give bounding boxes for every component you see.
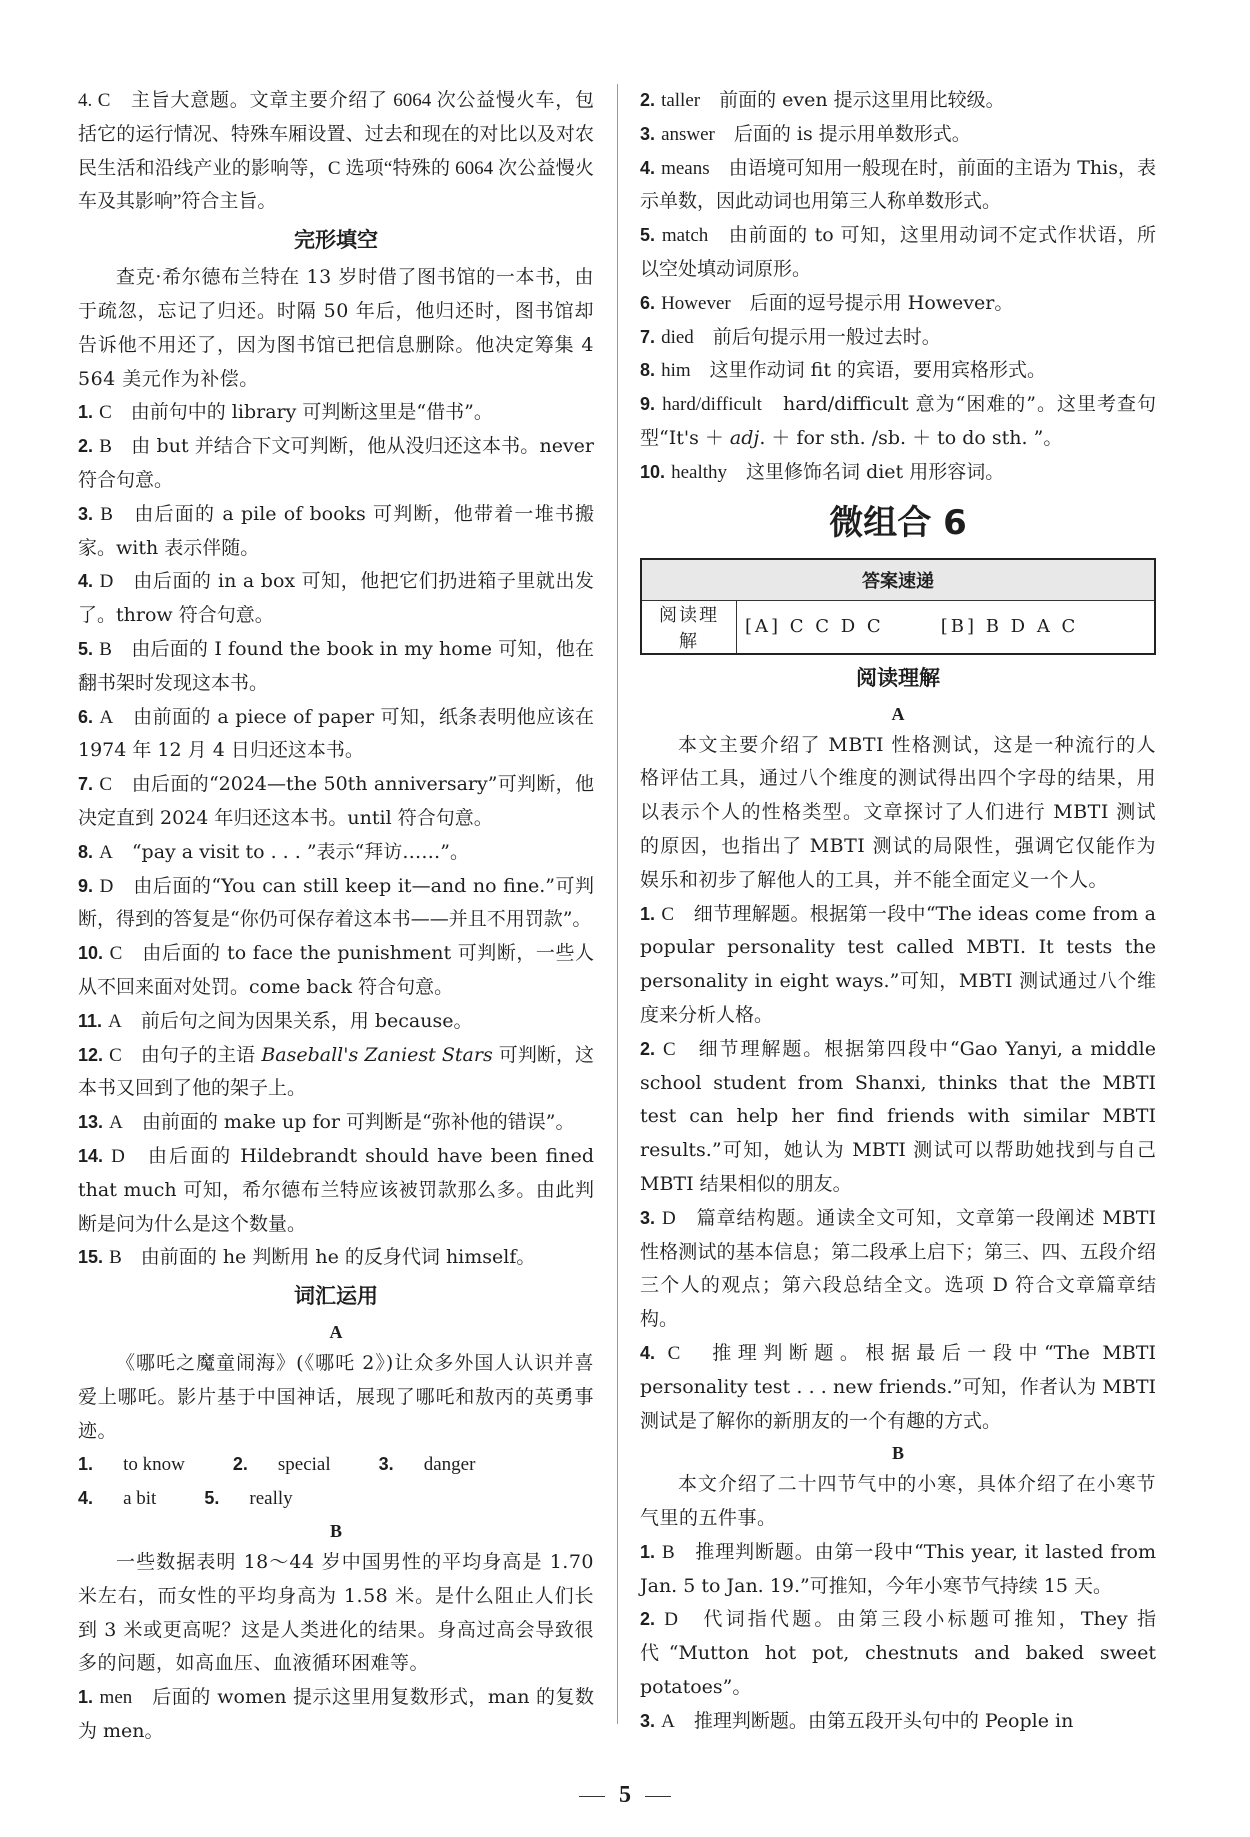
item-number: 5. [78, 638, 94, 659]
item-answer: B [99, 638, 112, 660]
item-answer: match [661, 225, 709, 247]
item-number: 3. [640, 1710, 656, 1731]
item-answer: healthy [671, 461, 728, 483]
item-answer: taller [661, 90, 701, 111]
item-explanation: 前后句之间为因果关系，用 because。 [140, 1009, 473, 1032]
answer-item [78, 1039, 594, 1107]
item-number: 1. [78, 402, 94, 423]
item-number: 3. [78, 503, 94, 524]
answer-item [78, 768, 594, 836]
answer-item [640, 456, 1156, 490]
item-answer: However [661, 292, 731, 314]
cloze-section-title: 完形填空 [294, 228, 378, 253]
item-number: 15. [78, 1247, 104, 1268]
item-number: 8. [78, 841, 94, 862]
item-number: 3. [640, 123, 656, 144]
answer-item [78, 937, 594, 1005]
item-explanation-italic: adj [729, 426, 760, 449]
item-answer: B [100, 503, 113, 525]
page-number-dash-right [645, 1796, 671, 1798]
item-number: 5. [204, 1488, 220, 1509]
item-explanation: 由前面的 a piece of paper 可知，纸条表明他应该在 1974 年 12 月 4 日归还这本书。 [78, 705, 594, 762]
vocab-part-a-label: A [329, 1322, 343, 1343]
item-number: 14. [78, 1145, 104, 1166]
answer-box-values [737, 600, 1156, 654]
answer-item [78, 836, 594, 870]
item-answer: men [99, 1687, 133, 1709]
item-number: 13. [78, 1112, 104, 1133]
reading-part-b-label: B [891, 1443, 904, 1464]
item-answer: A [99, 841, 113, 863]
item-answer: A [99, 706, 114, 728]
reading-b-summary: 本文介绍了二十四节气中的小寒，具体介绍了在小寒节气里的五件事。 [640, 1473, 1156, 1530]
combo-title: 微组合 6 [829, 502, 967, 543]
reading-a-answer-list [640, 898, 1156, 1439]
item-explanation: 由后面的“You can still keep it—and no fine.”可判断，得到的答复是“你仍可保存着这本书——并且不用罚款”。 [78, 874, 594, 931]
item-answer: D [99, 571, 114, 593]
item-explanation: 由前句中的 library 可判断这里是“借书”。 [130, 401, 493, 424]
item-answer: danger [423, 1454, 476, 1476]
item-answer: C [99, 774, 113, 796]
item-answer: D [662, 1207, 676, 1229]
item-number: 12. [78, 1044, 104, 1065]
answer-box-label: 阅读理解 [641, 600, 737, 654]
word-answer [78, 1482, 180, 1516]
item-number: 7. [640, 326, 656, 347]
item-explanation: 由前面的 he 判断用 he 的反身代词 himself。 [140, 1246, 536, 1269]
answer-item [78, 870, 594, 938]
item-number: 1. [640, 903, 656, 924]
item-number: 2. [640, 1609, 656, 1630]
vocab-a-summary: 《哪吒之魔童闹海》(《哪吒 2》)让众多外国人认识并喜爱上哪吒。影片基于中国神话，展现了哪吒和敖丙的英勇事迹。 [78, 1352, 594, 1442]
answer-item [640, 898, 1156, 1033]
item-answer: hard/difficult [662, 394, 762, 416]
item-answer: C [109, 1044, 122, 1066]
item-explanation-tail: . ＋ for sth. /sb. ＋ to do sth. ”。 [759, 426, 1063, 449]
item-answer: C [661, 903, 675, 925]
item-explanation: 后面的 is 提示用单数形式。 [733, 122, 971, 145]
right-column [640, 84, 1156, 1739]
item-answer: A [661, 1710, 675, 1732]
item-answer: D [664, 1609, 678, 1631]
item-explanation: 前后句提示用一般过去时。 [712, 325, 941, 348]
answer-item [640, 388, 1156, 456]
item-explanation: 这里修饰名词 diet 用形容词。 [746, 460, 1005, 483]
answer-item [78, 1140, 594, 1241]
cloze-answer-list [78, 396, 594, 1275]
item-explanation: “pay a visit to . . . ”表示“拜访……”。 [131, 840, 469, 863]
item-number: 1. [78, 1687, 94, 1708]
left-column [78, 84, 594, 1749]
item-number: 6. [78, 706, 94, 727]
item-number: 2. [78, 436, 94, 457]
answer-item [640, 152, 1156, 220]
vocab-b-summary: 一些数据表明 18～44 岁中国男性的平均身高是 1.70 米左右，而女性的平均身高为 1.58 米。是什么阻止人们长到 3 米或更高呢？这是人类进化的结果。身高过高会导致很多的问题，如高血压、血液循环困难等。 [78, 1551, 594, 1675]
item-number: 3. [378, 1454, 394, 1475]
item-explanation: 细节理解题。根据第四段中“Gao Yanyi, a middle school student from Shanxi, thinks that the MBTI test can help her find friends with similar MBTI results.”可知，她认为 MBTI 测试可以帮助她找到与自己 MBTI 结果相似的朋友。 [640, 1037, 1156, 1195]
item-answer: B [99, 436, 112, 458]
answer-item [78, 633, 594, 701]
intro-answer-item: 4. C 主旨大意题。文章主要介绍了 6064 次公益慢火车，包括它的运行情况、特殊车厢设置、过去和现在的对比以及对农民生活和沿线产业的影响等，C 选项“特殊的 6064 次公益慢火车及其影响”符合主旨。 [78, 90, 594, 213]
item-number: 4. [78, 1488, 94, 1509]
item-answer: D [111, 1145, 125, 1167]
reading-part-a-label: A [891, 703, 905, 724]
vocab-b-answer-list [640, 84, 1156, 490]
item-explanation: 后面的 women 提示这里用复数形式，man 的复数为 men。 [78, 1686, 594, 1743]
answer-item [640, 84, 1156, 118]
item-explanation: 推理判断题。根据最后一段中“The MBTI personality test . . . new friends.”可知，作者认为 MBTI 测试是了解你的新朋友的一个有趣的方式。 [640, 1341, 1156, 1432]
item-number: 6. [640, 292, 656, 313]
item-number: 11. [78, 1010, 103, 1031]
item-number: 8. [640, 360, 656, 381]
item-answer: A [108, 1010, 122, 1032]
item-number: 2. [640, 90, 656, 110]
vocab-part-b-label: B [329, 1521, 342, 1542]
item-explanation: 由后面的 a pile of books 可判断，他带着一堆书搬家。with 表示伴随。 [78, 502, 594, 559]
column-divider [617, 84, 618, 1724]
item-number: 10. [640, 461, 666, 482]
answer-item [640, 219, 1156, 287]
answer-item [640, 1033, 1156, 1202]
item-explanation: 由句子的主语 [140, 1043, 262, 1066]
answer-item [640, 1536, 1156, 1604]
item-answer: A [109, 1112, 123, 1134]
item-answer: B [661, 1541, 675, 1563]
item-number: 3. [640, 1207, 656, 1228]
item-explanation: 由后面的 to face the punishment 可判断，一些人从不回来面对处罚。come back 符合句意。 [78, 942, 594, 998]
reading-b-answer-list [640, 1536, 1156, 1739]
item-explanation: 细节理解题。根据第一段中“The ideas come from a popular personality test called MBTI. It tests the personality in eight ways.”可知，MBTI 测试通过八个维度来分析人格。 [640, 902, 1157, 1026]
page-number-dash-left [579, 1796, 605, 1798]
item-answer: to know [123, 1454, 185, 1476]
item-explanation: 由后面的 Hildebrandt should have been fined that much 可知，希尔德布兰特应该被罚款那么多。由此判断是问为什么是这个数量。 [78, 1144, 594, 1235]
item-answer: answer [661, 123, 715, 145]
item-explanation: 这里作动词 fit 的宾语，要用宾格形式。 [709, 359, 1047, 382]
item-answer: special [277, 1454, 331, 1476]
item-explanation: 推理判断题。由第五段开头句中的 People in [693, 1709, 1074, 1732]
item-number: 9. [78, 875, 94, 896]
word-answer [233, 1448, 355, 1482]
answer-item [78, 1005, 594, 1039]
item-explanation: 由前面的 make up for 可判断是“弥补他的错误”。 [141, 1111, 575, 1134]
reading-section-title: 阅读理解 [856, 665, 940, 690]
item-explanation: 由后面的 in a box 可知，他把它们扔进箱子里就出发了。throw 符合句意。 [78, 570, 594, 627]
item-answer: C [667, 1342, 681, 1364]
item-answer: D [99, 875, 114, 897]
answer-item [78, 498, 594, 566]
item-explanation: 由后面的 I found the book in my home 可知，他在翻书架时发现这本书。 [78, 637, 594, 694]
answer-item [640, 1337, 1156, 1438]
item-explanation: 代词指代题。由第三段小标题可推知，They 指代“Mutton hot pot, chestnuts and baked sweet potatoes”。 [640, 1608, 1156, 1699]
item-answer: died [661, 326, 694, 348]
item-explanation: 由 but 并结合下文可判断，他从没归还这本书。never 符合句意。 [78, 435, 594, 491]
answer-item [78, 701, 594, 769]
vocab-a-answers [78, 1448, 594, 1516]
word-answer [78, 1448, 209, 1482]
item-answer: means [661, 157, 710, 179]
item-number: 4. [640, 1342, 656, 1363]
answer-box [640, 558, 1156, 655]
answer-item [78, 430, 594, 498]
answer-item [640, 321, 1156, 355]
item-number: 2. [640, 1038, 656, 1059]
answer-item [78, 1241, 594, 1275]
item-explanation: 篇章结构题。通读全文可知，文章第一段阐述 MBTI 性格测试的基本信息；第二段承上启下；第三、四、五段介绍三个人的观点；第六段总结全文。选项 D 符合文章篇章结构。 [640, 1206, 1156, 1331]
answer-item [640, 1705, 1156, 1739]
page-number-value: 5 [619, 1782, 631, 1808]
answer-box-b: [B] B D A C [940, 616, 1079, 638]
item-explanation: 后面的逗号提示用 However。 [749, 291, 1014, 314]
item-number: 1. [640, 1541, 656, 1562]
answer-item [78, 1106, 594, 1140]
item-number: 2. [232, 1454, 248, 1475]
item-answer: a bit [123, 1488, 157, 1510]
item-number: 10. [78, 943, 104, 964]
answer-item [640, 1603, 1156, 1704]
item-answer: C [663, 1038, 676, 1060]
answer-box-heading: 答案速递 [641, 559, 1155, 601]
answer-item [640, 1202, 1156, 1337]
item-explanation: 由后面的“2024—the 50th anniversary”可判断，他决定直到 2024 年归还这本书。until 符合句意。 [78, 773, 594, 829]
item-explanation: 由语境可知用一般现在时，前面的主语为 This，表示单数，因此动词也用第三人称单数形式。 [640, 156, 1157, 213]
answer-item [640, 354, 1156, 388]
page-number [0, 1782, 1250, 1809]
item-explanation-italic: Baseball's Zaniest Stars [261, 1043, 493, 1066]
reading-a-summary: 本文主要介绍了 MBTI 性格测试，这是一种流行的人格评估工具，通过八个维度的测试得出四个字母的结果，用以表示个人的性格类型。文章探讨了人们进行 MBTI 测试的原因，也指出了 MBTI 测试的局限性，强调它仅能作为娱乐和初步了解他人的工具，并不能全面定义一个人。 [640, 733, 1156, 891]
item-number: 5. [640, 225, 656, 246]
answer-item [640, 118, 1156, 152]
item-explanation: 前面的 even 提示这里用比较级。 [719, 89, 1005, 111]
item-answer: B [109, 1247, 122, 1269]
word-answer [379, 1448, 500, 1482]
word-answer [204, 1482, 316, 1516]
cloze-summary: 查克·希尔德布兰特在 13 岁时借了图书馆的一本书，由于疏忽，忘记了归还。时隔 50 年后，他归还时，图书馆却告诉他不用还了，因为图书馆已把信息删除。他决定筹集 4 564 美元作为补偿。 [78, 266, 594, 390]
item-answer: C [99, 402, 112, 424]
item-explanation: hard/difficult 意为“困难的”。这里考查句型“It's ＋ [640, 393, 1156, 449]
vocab-b-item-1 [78, 1681, 594, 1749]
item-number: 4. [640, 157, 656, 178]
answer-item [78, 565, 594, 633]
item-explanation-tail: 可判断，这本书又回到了他的架子上。 [78, 1043, 594, 1100]
item-explanation: 推理判断题。由第一段中“This year, it lasted from Jan. 5 to Jan. 19.”可推知，今年小寒节气持续 15 天。 [640, 1540, 1156, 1597]
answer-item [78, 396, 594, 430]
item-number: 4. [78, 571, 94, 592]
item-number: 7. [78, 774, 94, 795]
item-answer: him [661, 360, 691, 382]
item-number: 1. [78, 1454, 94, 1475]
item-number: 9. [640, 394, 656, 415]
item-explanation: 由前面的 to 可知，这里用动词不定式作状语，所以空处填动词原形。 [640, 224, 1156, 280]
item-answer: C [109, 943, 123, 965]
item-answer: really [249, 1488, 293, 1510]
answer-box-a: [A] C C D C [745, 616, 884, 638]
answer-item [640, 287, 1156, 321]
vocab-section-title: 词汇运用 [294, 1284, 378, 1309]
